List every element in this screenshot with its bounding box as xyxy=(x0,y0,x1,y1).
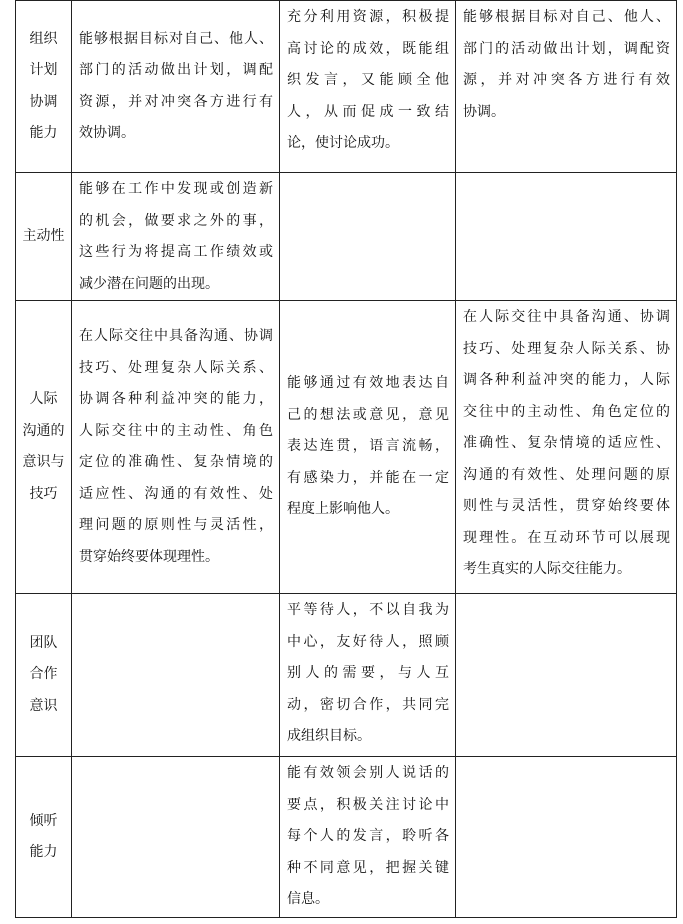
criterion-description-cell xyxy=(72,173,280,301)
criterion-description-cell xyxy=(280,594,456,757)
description-line: 能够在工作中发现或创造新 xyxy=(79,181,273,197)
criterion-description-cell xyxy=(280,301,456,594)
description-line: 定位的准确性、复杂情境的 xyxy=(79,454,273,470)
criterion-label-line: 倾听 xyxy=(29,812,58,829)
criterion-label-line: 计划 xyxy=(29,62,58,78)
criterion-label-line: 主动性 xyxy=(22,227,65,244)
criterion-label-line: 团队 xyxy=(29,634,58,651)
description-line: 则性与灵活性，贯穿始终要体 xyxy=(463,498,670,514)
description-line: 部门的活动做出计划，调配资 xyxy=(463,40,670,57)
criterion-label-line: 技巧 xyxy=(29,485,58,502)
criterion-label-line: 人际 xyxy=(29,391,58,407)
description-line: 中心，友好待人，照顾 xyxy=(287,633,449,650)
criterion-description-cell xyxy=(456,594,677,757)
description-line: 在人际交往中具备沟通、协调 xyxy=(79,328,273,344)
criterion-description-cell xyxy=(456,301,677,594)
table-row xyxy=(16,173,677,301)
criterion-label-cell xyxy=(16,757,72,918)
criterion-description-cell xyxy=(456,1,677,173)
criterion-label-cell xyxy=(16,1,72,173)
description-line: 资源，并对冲突各方进行有 xyxy=(79,93,273,110)
table-row xyxy=(16,1,677,173)
description-line: 适应性、沟通的有效性、处 xyxy=(79,485,273,502)
description-line: 理问题的原则性与灵活性， xyxy=(79,517,273,533)
description-line: 准确性、复杂情境的适应性、 xyxy=(463,435,670,451)
table-row xyxy=(16,594,677,757)
description-line: 能够根据目标对自己、他人、 xyxy=(79,30,273,47)
criterion-description-cell xyxy=(456,757,677,918)
description-line: 平等待人，不以自我为 xyxy=(287,602,449,618)
description-line: 调各种利益冲突的能力，人际 xyxy=(463,372,670,388)
criterion-label-cell xyxy=(16,594,72,757)
criterion-description-cell xyxy=(72,594,280,757)
description-line: 充分利用资源，积极提 xyxy=(287,9,449,25)
description-line: 协调各种利益冲突的能力， xyxy=(79,391,273,407)
evaluation-criteria-table xyxy=(15,0,677,918)
description-line: 协调。 xyxy=(463,103,505,120)
description-line: 信息。 xyxy=(287,891,329,907)
criterion-label-line: 意识与 xyxy=(22,454,65,470)
criterion-description-cell xyxy=(280,173,456,301)
description-line: 表达连贯，语言流畅， xyxy=(287,438,449,455)
description-line: 能够根据目标对自己、他人、 xyxy=(463,9,670,25)
table-row xyxy=(16,301,677,594)
description-line: 能够通过有效地表达自 xyxy=(287,375,449,392)
criterion-description-cell xyxy=(72,1,280,173)
description-line: 成组织目标。 xyxy=(287,728,371,744)
criterion-label-line: 协调 xyxy=(29,93,58,110)
criterion-label-line: 意识 xyxy=(29,697,58,714)
criterion-label-cell xyxy=(16,301,72,594)
description-line: 减少潜在问题的出现。 xyxy=(79,275,219,292)
description-line: 要点，积极关注讨论中 xyxy=(287,796,449,813)
criterion-description-cell xyxy=(72,757,280,918)
criterion-description-cell xyxy=(456,173,677,301)
criterion-label-line: 能力 xyxy=(29,125,58,141)
description-line: 论，使讨论成功。 xyxy=(287,135,399,151)
description-line: 贯穿始终要体现理性。 xyxy=(79,548,219,565)
description-line: 人，从而促成一致结 xyxy=(287,103,449,120)
criterion-label-cell xyxy=(16,173,72,301)
description-line: 己的想法或意见，意见 xyxy=(287,406,449,423)
description-line: 现理性。在互动环节可以展现 xyxy=(463,529,670,546)
criterion-label-line: 能力 xyxy=(29,844,58,860)
description-line: 人际交往中的主动性、角色 xyxy=(79,422,273,439)
table-row xyxy=(16,757,677,918)
description-line: 效协调。 xyxy=(79,125,135,141)
description-line: 沟通的有效性、处理问题的原 xyxy=(463,466,670,483)
description-line: 源，并对冲突各方进行有效 xyxy=(463,72,670,88)
criterion-label-line: 合作 xyxy=(29,666,58,683)
description-line: 交往中的主动性、角色定位的 xyxy=(463,403,670,420)
criterion-description-cell xyxy=(280,757,456,918)
description-line: 动，密切合作，共同完 xyxy=(287,696,449,713)
description-line: 这些行为将提高工作绩效或 xyxy=(79,244,273,260)
criterion-description-cell xyxy=(280,1,456,173)
description-line: 高讨论的成效，既能组 xyxy=(287,40,449,57)
criterion-description-cell xyxy=(72,301,280,594)
description-line: 种不同意见，把握关键 xyxy=(287,859,449,876)
description-line: 考生真实的人际交往能力。 xyxy=(463,561,631,577)
description-line: 别人的需要，与人互 xyxy=(287,665,449,681)
description-line: 每个人的发言，聆听各 xyxy=(287,828,449,844)
criterion-label-line: 组织 xyxy=(29,30,58,47)
criterion-label-line: 沟通的 xyxy=(22,422,65,439)
description-line: 程度上影响他人。 xyxy=(287,501,399,518)
description-line: 技巧、处理复杂人际关系、 xyxy=(79,359,273,376)
description-line: 能有效领会别人说话的 xyxy=(287,765,449,781)
description-line: 有感染力，并能在一定 xyxy=(287,469,449,486)
description-line: 部门的活动做出计划，调配 xyxy=(79,62,273,78)
description-line: 在人际交往中具备沟通、协调 xyxy=(463,309,670,325)
description-line: 织发言，又能顾全他 xyxy=(287,72,449,88)
description-line: 技巧、处理复杂人际关系、协 xyxy=(463,340,670,357)
description-line: 的机会，做要求之外的事， xyxy=(79,212,273,229)
